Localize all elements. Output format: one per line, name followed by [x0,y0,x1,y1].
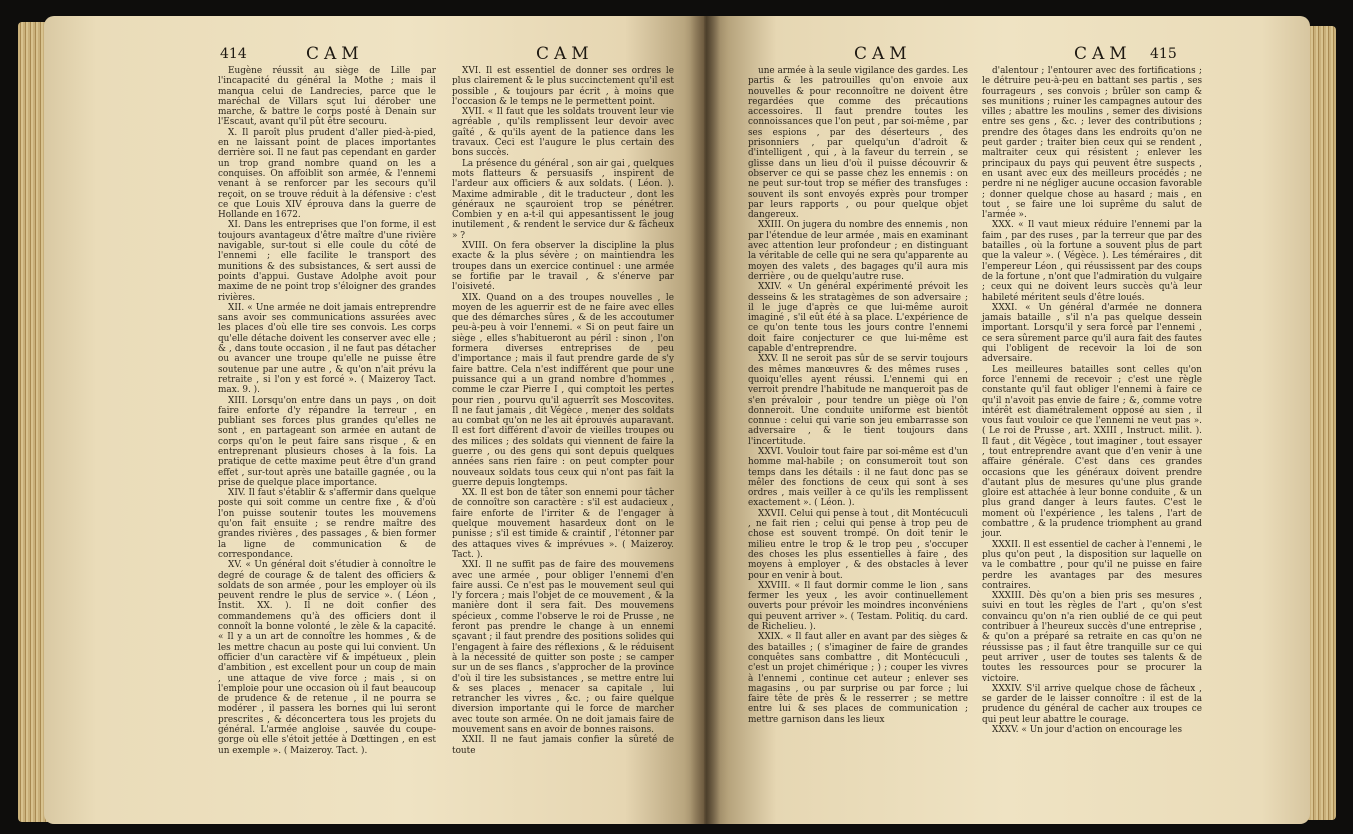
left-page-number: 414 [220,46,247,62]
paragraph: X. Il paroît plus prudent d'aller pied-à-pied, en ne laissant point de places importantes derrière soi. Il ne faut pas cependant en garder un trop grand nombre quand on les a conquises. On affoiblit son armée, & l'ennemi venant à se renforcer par les secours qu'il reçoit, on se trouve réduit à la défensive : c'est ce que Louis XIV éprouva dans la guerre de Hollande en 1672. [218,127,436,221]
paragraph: XXXIV. S'il arrive quelque chose de fâcheux , se garder de le laisser connoître : il est de la prudence du général de cacher aux troupes ce qui peut leur abattre le courage. [982,683,1202,725]
paragraph: La présence du général , son air gai , quelques mots flatteurs & persuasifs , inspirent de l'ardeur aux officiers & aux soldats. ( Léon. ). Maxime admirable , dit le traducteur , dont les généraux ne sçauroient trop se pénétrer. Combien y en a-t-il qui appesantissent le joug inutilement , & rendent le service dur & fâcheux » ? [452,158,674,241]
right-page [704,16,1310,824]
left-page [44,16,704,824]
paragraph: XX. Il est bon de tâter son ennemi pour tâcher de connoître son caractère : s'il est audacieux , faire enforte de l'irriter & de l'engager à quelque mouvement hasardeux dont on le punisse ; s'il est timide & craintif , l'étonner par des attaques vives & imprévues ». ( Maizeroy. Tact. ). [452,488,674,560]
paragraph: XXXII. Il est essentiel de cacher à l'ennemi , le plus qu'on peut , la disposition sur laquelle on va le combattre , pour qu'il ne puisse en faire perdre les avantages par des mesures contraires. [982,539,1202,591]
left-running-head-2: CAM [536,44,594,64]
paragraph: XXXIII. Dès qu'on a bien pris ses mesures , suivi en tout les règles de l'art , qu'on s'est convaincu qu'on n'a rien oublié de ce qui peut contribuer à l'heureux succès d'une entreprise , & qu'on a préparé sa retraite en cas qu'on ne réussisse pas ; il faut être tranquille sur ce qui peut arriver , user de toutes ses talents & de toutes les ressources pour se procurer la victoire. [982,591,1202,684]
paragraph: une armée à la seule vigilance des gardes. Les partis & les patrouilles qu'on envoie aux nouvelles & pour reconnoître ne doivent être regardées que comme des précautions accessoires. Il faut prendre toutes les connoissances que l'on peut , par soi-même , par ses espions , par des déserteurs , des prisonniers , par quelqu'un d'adroit & d'intelligent , qui , à la faveur du terrein , se glisse dans un lieu d'où il puisse découvrir & observer ce qui se passe chez les ennemis : on ne peut sur-tout trop se méfier des transfuges : souvent ils sont envoyés exprès pour tromper par leurs rapports , ou pour quelque objet dangereux. [748,66,968,221]
paragraph: XI. Dans les entreprises que l'on forme, il est toujours avantageux d'être maître d'une rivière navigable, sur-tout si elle coule du côté de l'ennemi ; elle facilite le transport des munitions & des subsistances, & sert aussi de points d'appui. Gustave Adolphe avoit pour maxime de ne point trop s'éloigner des grandes rivières. [218,220,436,303]
left-column-2 [452,66,674,756]
paragraph: d'alentour ; l'entourer avec des fortifications ; le détruire peu-à-peu en battant ses partis , ses fourrageurs , ses convois ; brûler son camp & ses munitions ; ruiner les campagnes autour des villes ; abattre les moulins , semer des divisions entre ses gens , &c. ; lever des contributions ; prendre des ôtages dans les endroits qu'on ne peut garder ; traiter bien ceux qui se rendent , maltraiter ceux qui résistent ; enlever les principaux du pays qui peuvent être suspects , en usant avec eux des meilleurs procédés ; ne perdre ni ne négliger aucune occasion favorable ; donner quelque chose au hasard ; mais , en tout , se faire une loi suprême du salut de l'armée ». [982,66,1202,221]
paragraph: XXVIII. « Il faut dormir comme le lion , sans fermer les yeux , les avoir continuellement ouverts pour prévoir les moindres inconvéniens qui peuvent arriver ». ( Testam. Politiq. du card. de Richelieu. ). [748,580,968,633]
paragraph: XII. « Une armée ne doit jamais entreprendre sans avoir ses communications assurées avec les places d'où elle tire ses convois. Les corps qu'elle détache doivent les conserver avec elle ; & , dans toute occasion , il ne faut pas détacher ou avancer une troupe qu'elle ne puisse être soutenue par une autre , & qu'on n'ait prévu la retraite , si l'on y est forcé ». ( Maizeroy Tact. max. 9. ). [218,302,436,396]
paragraph: Les meilleures batailles sont celles qu'on force l'ennemi de recevoir ; c'est une règle constante qu'il faut obliger l'ennemi à faire ce qu'il n'avoit pas envie de faire ; &, comme votre intérêt est diamétralement opposé au sien , il vous faut vouloir ce que l'ennemi ne veut pas ». ( Le roi de Prusse , art. XXIII , Instruct. milit. ). Il faut , dit Végèce , tout imaginer , tout essayer , tout entreprendre avant que d'en venir à une affaire générale. C'est dans ces grandes occasions que les généraux doivent prendre d'autant plus de mesures qu'une plus grande gloire est attachée à leur bonne conduite , & un plus grand danger à leurs fautes. C'est le moment où l'expérience , les talens , l'art de combattre , & la prudence triomphent au grand jour. [982,364,1202,540]
paragraph: XIV. Il faut s'établir & s'affermir dans quelque poste qui soit comme un centre fixe , & d'où l'on puisse soutenir toutes les mouvemens qu'on fait ensuite ; se rendre maître des grandes rivières , des passages , & bien former la ligne de communication & de correspondance. [218,488,436,560]
paragraph: XXI. Il ne suffit pas de faire des mouvemens avec une armée , pour obliger l'ennemi d'en faire aussi. Ce n'est pas le mouvement seul qui l'y forcera ; mais l'objet de ce mouvement , & la manière dont il sera fait. Des mouvemens spécieux , comme l'observe le roi de Prusse , ne feront pas prendre le change à un ennemi sçavant ; il faut prendre des positions solides qui l'engagent à faire des réflexions , & le réduisent à la nécessité de quitter son poste ; se camper sur un de ses flancs , s'approcher de la province d'où il tire les subsistances , se mettre entre lui & ses places , menacer sa capitale , lui retrancher les vivres , &c. ; ou faire quelque diversion importante qui le force de marcher avec toute son armée. On ne doit jamais faire de mouvement sans en avoir de bonnes raisons. [452,560,674,735]
paragraph: XXV. Il ne seroit pas sûr de se servir toujours des mêmes manœuvres & des mêmes ruses , quoiqu'elles ayent réussi. L'ennemi qui en verroit prendre l'habitude ne manqueroit pas de s'en prévaloir , pour tendre un piège où l'on donneroit. Une conduite uniforme est bientôt connue : celui qui varie son jeu embarrasse son adversaire , & le tient toujours dans l'incertitude. [748,354,968,447]
right-page-edges [1306,26,1336,820]
left-running-head-1: CAM [306,44,364,64]
paragraph: XIX. Quand on a des troupes nouvelles , le moyen de les aguerrir est de ne faire avec elles que des démarches sûres , & de les accoutumer peu-à-peu à voir l'ennemi. « Si on peut faire un siège , elles s'habitueront au péril : sinon , l'on formera diverses entreprises de peu d'importance ; mais il faut prendre garde de s'y faire battre. Cela n'est indifférent que pour une puissance qui a un grand nombre d'hommes , comme le czar Pierre I , qui comptoit les pertes pour rien , pourvu qu'il aguerrît ses Moscovites. Il ne faut jamais , dit Végèce , mener des soldats au combat qu'on ne les ait éprouvés auparavant. Il est fort différent d'avoir de vieilles troupes ou des milices ; des soldats qui viennent de faire la guerre , ou des gens qui sont depuis quelques années sans rien faire : on peut compter pour nouveaux soldats tous ceux qui n'ont pas fait la guerre depuis longtemps. [452,292,674,488]
open-book [18,16,1336,824]
right-running-head-1: CAM [854,44,912,64]
left-column-1 [218,66,436,756]
paragraph: XV. « Un général doit s'étudier à connoître le degré de courage & de talent des officiers & soldats de son armée , pour les employer où ils peuvent rendre le plus de service ». ( Léon , Instit. XX. ). Il ne doit confier des commandemens qu'à des officiers dont il connoît la bonne volonté , le zèle & la capacité. « Il y a un art de connoître les hommes , & de les mettre chacun au poste qui lui convient. Un officier d'un caractère vif & impétueux , plein d'ambition , est excellent pour un coup de main , une attaque de vive force ; mais , si on l'emploie pour une occasion où il faut beaucoup de prudence & de retenue , il ne pourra se modérer , il passera les bornes qui lui seront prescrites , & déconcertera tous les projets du général. L'armée angloise , sauvée du coupe-gorge où elle s'étoit jettée à Dœttingen , en est un exemple ». ( Maizeroy. Tact. ). [218,560,436,756]
paragraph: XVI. Il est essentiel de donner ses ordres le plus clairement & le plus succinctement qu'il est possible , & toujours par écrit , à moins que l'occasion & le temps ne le permettent point. [452,66,674,107]
paragraph: XIII. Lorsqu'on entre dans un pays , on doit faire enforte d'y répandre la terreur , en publiant ses forces plus grandes qu'elles ne sont , en partageant son armée en autant de corps qu'on le peut faire sans risque , & en entreprenant plusieurs choses à la fois. La pratique de cette maxime peut être d'un grand effet , sur-tout après une bataille gagnée , ou la prise de quelque place importance. [218,395,436,488]
paragraph: Eugène réussit au siège de Lille par l'incapacité du général la Mothe ; mais il manqua celui de Landrecies, parce que le maréchal de Villars sçut lui dérober une marche, & battre le corps posté à Denain sur l'Escaut, avant qu'il pût être secouru. [218,66,436,128]
right-column-1 [748,66,968,725]
paragraph: XXIV. « Un général expérimenté prévoit les desseins & les stratagèmes de son adversaire ; il le juge d'après ce que lui-même auroit imaginé , s'il eût été à sa place. L'expérience de ce qu'on tente tous les jours contre l'ennemi doit faire conjecturer ce que lui-même est capable d'entreprendre. [748,282,968,355]
paragraph: XVII. « Il faut que les soldats trouvent leur vie agréable , qu'ils remplissent leur devoir avec gaîté , & qu'ils ayent de la patience dans les travaux. Ceci est l'augure le plus certain des bons succès. [452,107,674,159]
paragraph: XXIII. On jugera du nombre des ennemis , non par l'étendue de leur armée , mais en examinant avec attention leur profondeur ; en distinguant la véritable de celle qui ne sera qu'apparente au moyen des valets , des bagages qu'il aura mis derrière , ou de quelqu'autre ruse. [748,220,968,282]
paragraph: XXX. « Il vaut mieux réduire l'ennemi par la faim , par des ruses , par la terreur que par des batailles , où la fortune a souvent plus de part que la valeur ». ( Végèce. ). Les téméraires , dit l'empereur Léon , qui réussissent par des coups de la fortune , n'ont que l'admiration du vulgaire ; ceux qui ne doivent leurs succès qu'à leur habileté méritent seuls d'être loués. [982,220,1202,303]
paragraph: XXIX. « Il faut aller en avant par des sièges & des batailles ; ( s'imaginer de faire de grandes conquêtes sans combattre , dit Montécuculi , c'est un projet chimérique ; ) ; couper les vivres à l'ennemi , continue cet auteur ; enlever ses magasins , ou par surprise ou par force ; lui faire tête de près & le resserrer ; se mettre entre lui & ses places de communication ; mettre garnison dans les lieux [748,632,968,725]
right-column-2 [982,66,1202,735]
right-page-number: 415 [1150,46,1177,62]
paragraph: XVIII. On fera observer la discipline la plus exacte & la plus sévère ; on maintiendra les troupes dans un exercice continuel : une armée se fortifie par le travail , & s'énerve par l'oisiveté. [452,241,674,293]
paragraph: XXVII. Celui qui pense à tout , dit Montécuculi , ne fait rien ; celui qui pense à trop peu de chose est souvent trompé. On doit tenir le milieu entre le trop & le trop peu , s'occuper des choses les plus essentielles à faire , des moyens à employer , & des obstacles à lever pour en venir à bout. [748,508,968,581]
right-running-head-2: CAM [1074,44,1132,64]
paragraph: XXXI. « Un général d'armée ne donnera jamais bataille , s'il n'a pas quelque dessein important. Lorsqu'il y sera forcé par l'ennemi , ce sera sûrement parce qu'il aura fait des fautes qui l'obligent de recevoir la loi de son adversaire. [982,302,1202,365]
paragraph: XXII. Il ne faut jamais confier la sûreté de toute [452,735,674,756]
paragraph: XXXV. « Un jour d'action on encourage les [992,725,1183,735]
paragraph: XXVI. Vouloir tout faire par soi-même est d'un homme mal-habile ; on consumeroit tout son temps dans les détails : il ne faut donc pas se mêler des fonctions de ceux qui sont à ses ordres , mais veiller à ce qu'ils les remplissent exactement ». ( Léon. ). [748,446,968,509]
